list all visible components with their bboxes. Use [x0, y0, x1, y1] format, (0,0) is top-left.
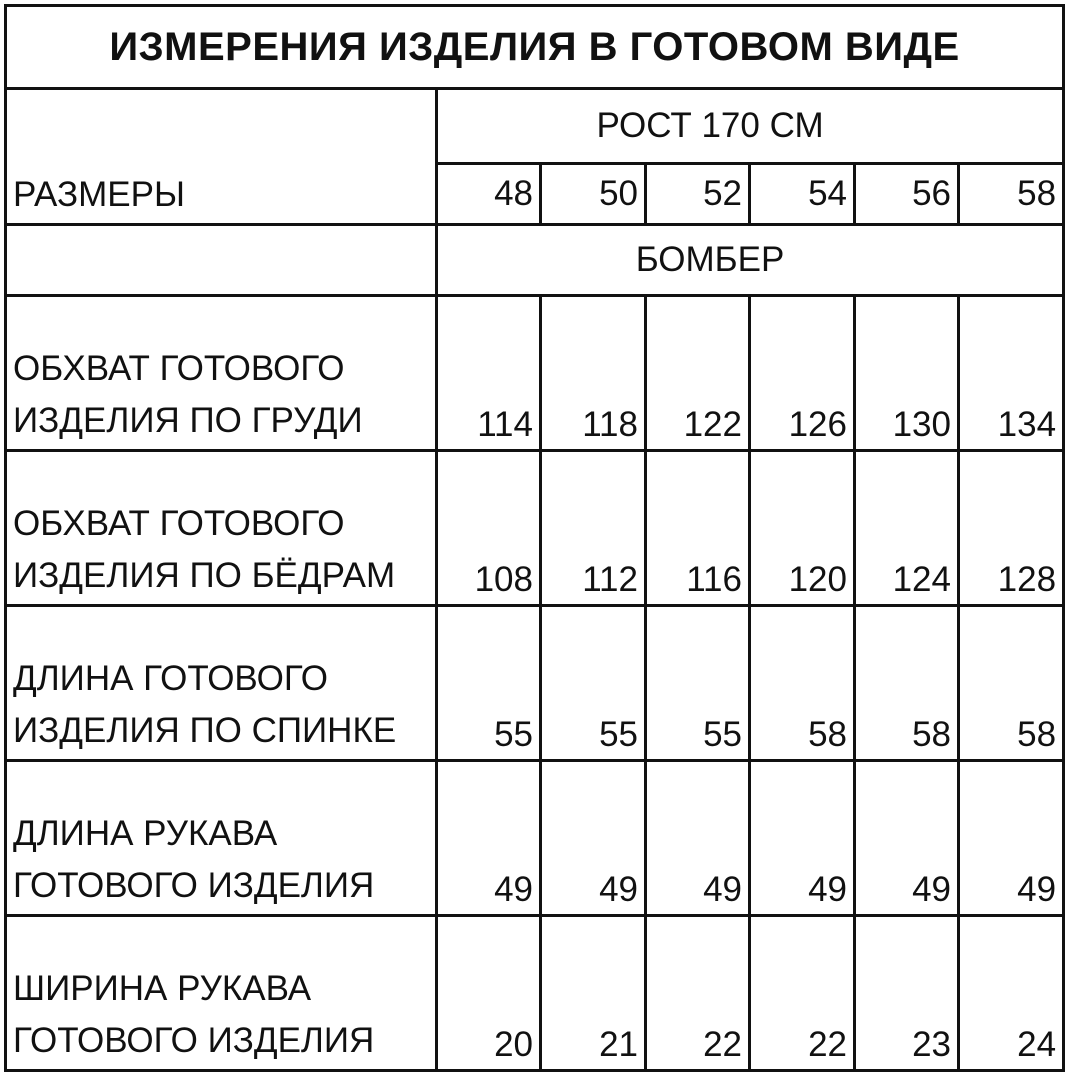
table-row — [6, 761, 1064, 916]
value-cell: 49 — [959, 761, 1064, 916]
table-row — [6, 606, 1064, 761]
value-cell: 23 — [855, 916, 959, 1071]
value-cell: 20 — [437, 916, 541, 1071]
value-cell: 134 — [959, 296, 1064, 451]
value-cell: 55 — [541, 606, 646, 761]
value-cell: 128 — [959, 451, 1064, 606]
empty-cell — [6, 225, 437, 296]
row-label-back-length: ДЛИНА ГОТОВОГО ИЗДЕЛИЯ ПО СПИНКЕ — [6, 606, 437, 761]
row-label-chest: ОБХВАТ ГОТОВОГО ИЗДЕЛИЯ ПО ГРУДИ — [6, 296, 437, 451]
size-header-54: 54 — [750, 164, 855, 225]
value-cell: 122 — [646, 296, 750, 451]
value-cell: 120 — [750, 451, 855, 606]
value-cell: 49 — [855, 761, 959, 916]
value-cell: 24 — [959, 916, 1064, 1071]
table-row — [6, 916, 1064, 1071]
row-label-sleeve-length: ДЛИНА РУКАВА ГОТОВОГО ИЗДЕЛИЯ — [6, 761, 437, 916]
table-row — [6, 296, 1064, 451]
size-header-50: 50 — [541, 164, 646, 225]
value-cell: 55 — [437, 606, 541, 761]
value-cell: 22 — [750, 916, 855, 1071]
value-cell: 49 — [750, 761, 855, 916]
value-cell: 108 — [437, 451, 541, 606]
measurements-table — [4, 4, 1065, 1072]
value-cell: 114 — [437, 296, 541, 451]
table-title: ИЗМЕРЕНИЯ ИЗДЕЛИЯ В ГОТОВОМ ВИДЕ — [6, 6, 1064, 89]
value-cell: 116 — [646, 451, 750, 606]
size-chart — [4, 4, 1062, 1064]
value-cell: 49 — [437, 761, 541, 916]
product-name: БОМБЕР — [437, 225, 1064, 296]
value-cell: 49 — [541, 761, 646, 916]
value-cell: 58 — [855, 606, 959, 761]
value-cell: 112 — [541, 451, 646, 606]
row-label-hips: ОБХВАТ ГОТОВОГО ИЗДЕЛИЯ ПО БЁДРАМ — [6, 451, 437, 606]
value-cell: 21 — [541, 916, 646, 1071]
size-header-52: 52 — [646, 164, 750, 225]
height-label: РОСТ 170 СМ — [437, 89, 1064, 164]
value-cell: 55 — [646, 606, 750, 761]
value-cell: 118 — [541, 296, 646, 451]
value-cell: 58 — [750, 606, 855, 761]
value-cell: 58 — [959, 606, 1064, 761]
value-cell: 22 — [646, 916, 750, 1071]
size-header-48: 48 — [437, 164, 541, 225]
value-cell: 130 — [855, 296, 959, 451]
size-header-56: 56 — [855, 164, 959, 225]
product-row — [6, 225, 1064, 296]
row-label-sleeve-width: ШИРИНА РУКАВА ГОТОВОГО ИЗДЕЛИЯ — [6, 916, 437, 1071]
value-cell: 126 — [750, 296, 855, 451]
sizes-label: РАЗМЕРЫ — [6, 89, 437, 225]
table-row — [6, 451, 1064, 606]
height-row — [6, 89, 1064, 164]
value-cell: 124 — [855, 451, 959, 606]
value-cell: 49 — [646, 761, 750, 916]
size-header-58: 58 — [959, 164, 1064, 225]
title-row — [6, 6, 1064, 89]
